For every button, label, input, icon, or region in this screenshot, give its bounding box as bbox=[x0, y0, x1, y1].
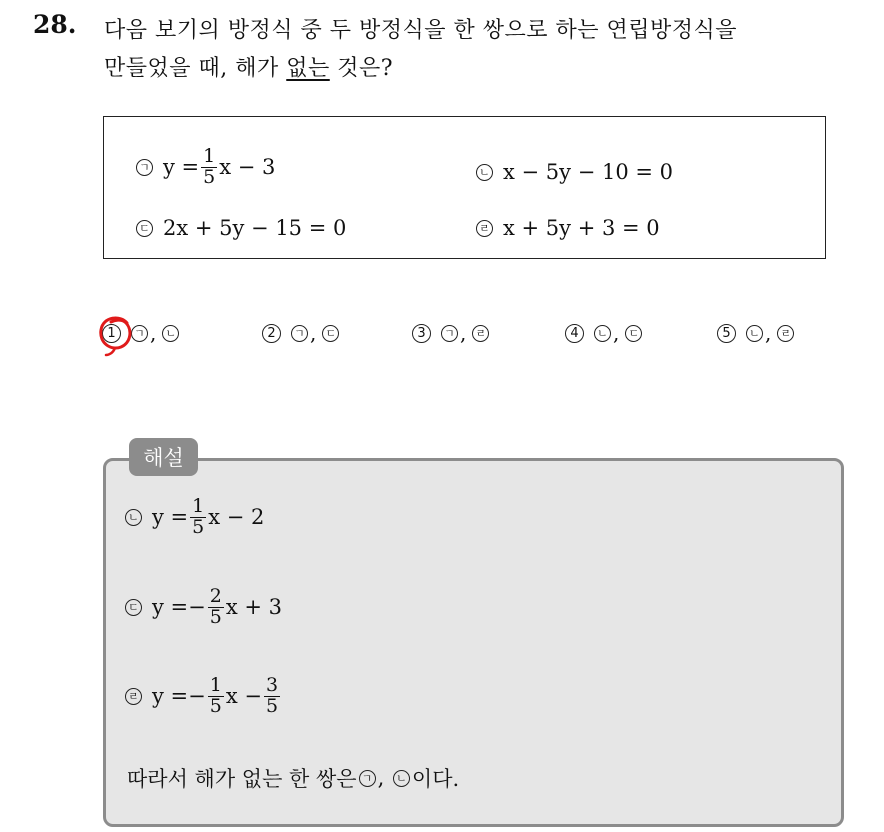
choice-3[interactable]: 3 ㄱ , ㄹ bbox=[412, 321, 491, 345]
equation-lhs: y = bbox=[152, 595, 189, 620]
answer-choices bbox=[102, 321, 842, 357]
fraction-numerator: 3 bbox=[265, 674, 279, 696]
fraction-numerator: 1 bbox=[192, 495, 205, 517]
fraction-denominator: 5 bbox=[209, 605, 222, 628]
equation-fraction bbox=[208, 587, 224, 628]
choice-number: 4 bbox=[565, 324, 584, 343]
conclusion-mark-a: ㄱ bbox=[359, 770, 376, 787]
mark-nieun: ㄴ bbox=[125, 509, 142, 526]
mark-giyeok: ㄱ bbox=[136, 159, 153, 176]
explanation-conclusion: 따라서 해가 없는 한 쌍은 ㄱ , ㄴ 이다. bbox=[127, 763, 459, 793]
fraction-denominator: 5 bbox=[192, 515, 205, 538]
choice-number: 1 bbox=[102, 324, 121, 343]
choice-number: 2 bbox=[262, 324, 281, 343]
mark-nieun: ㄴ bbox=[476, 164, 493, 181]
conclusion-text-before: 따라서 해가 없는 한 쌍은 bbox=[127, 767, 357, 791]
fraction-denominator: 5 bbox=[203, 165, 216, 188]
fraction-denominator: 5 bbox=[265, 694, 279, 717]
explanation-line-digeut bbox=[125, 587, 282, 628]
choice-mark-a: ㄱ bbox=[131, 325, 148, 342]
example-a-rest: x − 3 bbox=[219, 155, 276, 180]
choice-number: 3 bbox=[412, 324, 431, 343]
question-underlined-word: 없는 bbox=[286, 56, 330, 81]
equation-rest: x − bbox=[225, 684, 262, 709]
choice-mark-b: ㄷ bbox=[322, 325, 339, 342]
explanation-tab: 해설 bbox=[129, 438, 198, 476]
choice-5[interactable]: 5 ㄴ , ㄹ bbox=[717, 321, 796, 345]
choice-mark-b: ㄴ bbox=[162, 325, 179, 342]
equation-rest: x − 2 bbox=[208, 505, 265, 530]
choice-mark-b: ㄹ bbox=[777, 325, 794, 342]
equation-lhs: y = bbox=[152, 505, 189, 530]
equation-fraction bbox=[208, 676, 224, 717]
choice-mark-a: ㄱ bbox=[291, 325, 308, 342]
example-item-c bbox=[136, 216, 346, 240]
question-text-line2-part2: 것은? bbox=[329, 56, 394, 81]
question-text-line1: 다음 보기의 방정식 중 두 방정식을 한 쌍으로 하는 연립방정식을 bbox=[104, 18, 737, 43]
question-text-line2-part1: 만들었을 때, 해가 bbox=[104, 56, 287, 81]
fraction-numerator: 1 bbox=[209, 674, 222, 696]
choice-mark-a: ㄴ bbox=[746, 325, 763, 342]
choice-number: 5 bbox=[717, 324, 736, 343]
example-item-b bbox=[476, 160, 673, 184]
conclusion-text-after: 이다. bbox=[411, 767, 460, 791]
example-c-expr: 2x + 5y − 15 = 0 bbox=[163, 216, 347, 240]
question-number: 28. bbox=[33, 10, 77, 39]
equation-lhs: y = bbox=[152, 684, 189, 709]
example-item-a bbox=[136, 147, 275, 188]
equation-sign: − bbox=[188, 684, 206, 709]
choice-2[interactable]: 2 ㄱ , ㄷ bbox=[262, 321, 341, 345]
mark-rieul: ㄹ bbox=[125, 688, 142, 705]
fraction-numerator: 2 bbox=[209, 585, 222, 607]
example-item-d bbox=[476, 216, 660, 240]
fraction-numerator: 1 bbox=[203, 145, 216, 167]
equation-fraction bbox=[190, 497, 206, 538]
choice-mark-b: ㄹ bbox=[472, 325, 489, 342]
choice-4[interactable]: 4 ㄴ , ㄷ bbox=[565, 321, 644, 345]
mark-digeut: ㄷ bbox=[136, 220, 153, 237]
choice-mark-a: ㄴ bbox=[594, 325, 611, 342]
mark-rieul: ㄹ bbox=[476, 220, 493, 237]
example-b-expr: x − 5y − 10 = 0 bbox=[503, 160, 673, 184]
example-a-lhs: y = bbox=[163, 155, 200, 180]
conclusion-mark-b: ㄴ bbox=[393, 770, 410, 787]
mark-digeut: ㄷ bbox=[125, 599, 142, 616]
choice-1[interactable]: 1 ㄱ , ㄴ bbox=[102, 321, 181, 345]
equation-rest: x + 3 bbox=[225, 595, 282, 620]
example-d-expr: x + 5y + 3 = 0 bbox=[503, 216, 660, 240]
question-text-line2 bbox=[104, 51, 393, 82]
choice-mark-a: ㄱ bbox=[441, 325, 458, 342]
equation-fraction-2 bbox=[264, 676, 280, 717]
explanation-line-nieun bbox=[125, 497, 264, 538]
example-a-fraction bbox=[201, 147, 217, 188]
example-box bbox=[103, 116, 826, 259]
explanation-line-rieul bbox=[125, 676, 282, 717]
choice-mark-b: ㄷ bbox=[625, 325, 642, 342]
equation-sign: − bbox=[188, 595, 206, 620]
fraction-denominator: 5 bbox=[209, 694, 222, 717]
